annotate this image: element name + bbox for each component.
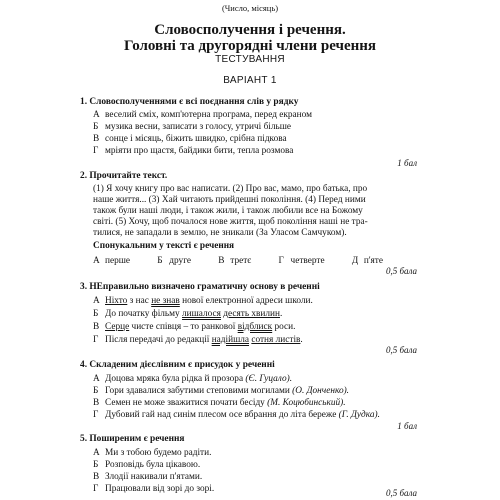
option-letter: Б <box>93 122 99 132</box>
option-text: . <box>280 309 283 319</box>
option-text: нової електронної адреси школи. <box>179 296 313 306</box>
option-text: друге <box>169 256 192 266</box>
predicate-word: відблиск <box>237 322 273 332</box>
q2-prompt: Спонукальним у тексті є речення <box>93 241 235 251</box>
option-text: Дубовий гай над синім плесом осе вбрання до літа береже <box>105 410 339 420</box>
date-label: (Число, місяць) <box>221 3 279 13</box>
page-title-line2: Головні та другорядні члени речення <box>123 38 377 54</box>
option-text: перше <box>105 256 131 266</box>
option-letter: Г <box>278 256 284 266</box>
option-text: До початку фільму <box>105 309 183 319</box>
subject-word: Серце <box>105 322 130 332</box>
option-text: веселий сміх, комп'ютерна програма, перед екраном <box>105 110 313 120</box>
option-letter: В <box>93 322 100 332</box>
q2-option-c <box>218 256 251 266</box>
option-letter: А <box>93 448 100 458</box>
question-2-title: 2. Прочитайте текст. <box>80 171 168 181</box>
option-text: Після передачі до редакції <box>105 335 212 345</box>
predicate-word: лишалося <box>182 309 221 319</box>
q2-score: 0,5 бала <box>385 266 417 276</box>
q1-option-c <box>93 134 287 144</box>
option-author: (М. Коцюбинський). <box>267 398 346 408</box>
page-subtitle: ТЕСТУВАННЯ <box>215 54 285 65</box>
option-text: чисте співця – то ранкової <box>129 322 238 332</box>
option-letter: В <box>93 472 100 482</box>
option-letter: А <box>93 296 100 306</box>
option-letter: В <box>93 134 100 144</box>
subject-word: десять хвилин <box>223 309 280 319</box>
q2-option-a <box>93 256 130 266</box>
q4-option-b <box>93 386 349 396</box>
q2-text-line1: (1) Я хочу книгу про вас написати. (2) Про вас, мамо, про батька, про <box>93 184 368 194</box>
q2-text-line4: світі. (5) Хочу, щоб почалося нове життя, щоб покоління наші не тра- <box>93 217 368 227</box>
option-letter: Б <box>93 309 99 319</box>
question-4-title: 4. Складеним дієслівним є присудок у реченні <box>80 360 275 370</box>
option-letter: Б <box>93 386 99 396</box>
option-letter: Г <box>93 410 99 420</box>
option-author: (О. Донченко). <box>292 386 350 396</box>
option-text: . <box>300 335 303 345</box>
q4-option-d <box>93 410 380 420</box>
q2-text-line5: тилися, не западали в землю, не зникали (За Уласом Самчуком). <box>93 228 347 238</box>
option-text: Ми з тобою будемо радіти. <box>105 448 212 458</box>
option-author: (Г. Дудка). <box>338 410 380 420</box>
option-letter: В <box>218 256 225 266</box>
q5-option-b <box>93 460 200 470</box>
option-text: третє <box>230 256 252 266</box>
q3-option-c <box>93 322 295 332</box>
option-letter: Б <box>93 460 99 470</box>
option-text: Працювали від зорі до зорі. <box>105 484 215 494</box>
q3-option-d <box>93 335 303 345</box>
option-text: з нас <box>127 296 152 306</box>
q3-option-a <box>93 296 313 306</box>
q1-option-b <box>93 122 291 132</box>
option-author: (Є. Гуцало). <box>245 374 293 384</box>
q4-option-a <box>93 374 292 384</box>
variant-label: ВАРІАНТ 1 <box>223 75 277 86</box>
option-letter: Г <box>93 146 99 156</box>
option-text: четверте <box>290 256 325 266</box>
option-text: Злодії накивали п'ятами. <box>105 472 203 482</box>
question-5-title: 5. Поширеним є речення <box>80 434 185 444</box>
option-text: Семен не може зважитися почати бесіду <box>105 398 268 408</box>
option-text: Розповідь була цікавою. <box>105 460 201 470</box>
q1-option-a <box>93 110 312 120</box>
question-1-title: 1. Словосполученнями є всі поєднання слів у рядку <box>80 97 299 107</box>
subject-word: сотня листів <box>251 335 301 345</box>
q3-option-b <box>93 309 282 319</box>
q2-option-b <box>157 256 191 266</box>
option-letter: А <box>93 110 100 120</box>
q4-option-c <box>93 398 346 408</box>
q5-option-c <box>93 472 202 482</box>
q2-option-d <box>279 256 325 266</box>
option-letter: Г <box>93 335 99 345</box>
option-text: роси. <box>272 322 296 332</box>
option-letter: А <box>93 256 100 266</box>
q5-option-a <box>93 448 211 458</box>
q2-text-line3: також були наші люди, і також жили, і також любили все на Божому <box>93 206 363 216</box>
option-text: сонце і місяць, біжить швидко, срібна підкова <box>105 134 287 144</box>
q2-text-line2: наше життя... (3) Хай читають прийдешні покоління. (4) Перед ними <box>93 195 366 205</box>
q4-score: 1 бал <box>397 421 417 431</box>
option-text: Доцова мряка була рідка й прозора <box>105 374 246 384</box>
option-letter: Г <box>93 484 99 494</box>
option-text: музика весни, записати з голосу, утричі більше <box>105 122 292 132</box>
q2-options-row <box>93 256 383 266</box>
page-title-line1: Словосполучення і речення. <box>154 22 346 38</box>
option-letter: Д <box>351 256 359 266</box>
q2-option-e <box>352 256 383 266</box>
q5-option-d <box>93 484 214 494</box>
predicate-word: надійшла <box>211 335 250 345</box>
q3-score: 0,5 бала <box>385 345 417 355</box>
option-letter: А <box>93 374 100 384</box>
q1-score: 1 бал <box>397 158 417 168</box>
question-3-title: 3. НЕправильно визначено граматичну основу в реченні <box>80 282 320 292</box>
subject-word: Ніхто <box>105 296 128 306</box>
option-letter: В <box>93 398 100 408</box>
q5-score: 0,5 бала <box>385 488 417 498</box>
option-text: п'яте <box>363 256 383 266</box>
option-letter: Б <box>157 256 163 266</box>
predicate-word: не знав <box>151 296 180 306</box>
option-text: Гори здавалися забутими степовими могилами <box>105 386 293 396</box>
q1-option-d <box>93 146 293 156</box>
option-text: мріяти про щастя, байдики бити, тепла розмова <box>105 146 294 156</box>
